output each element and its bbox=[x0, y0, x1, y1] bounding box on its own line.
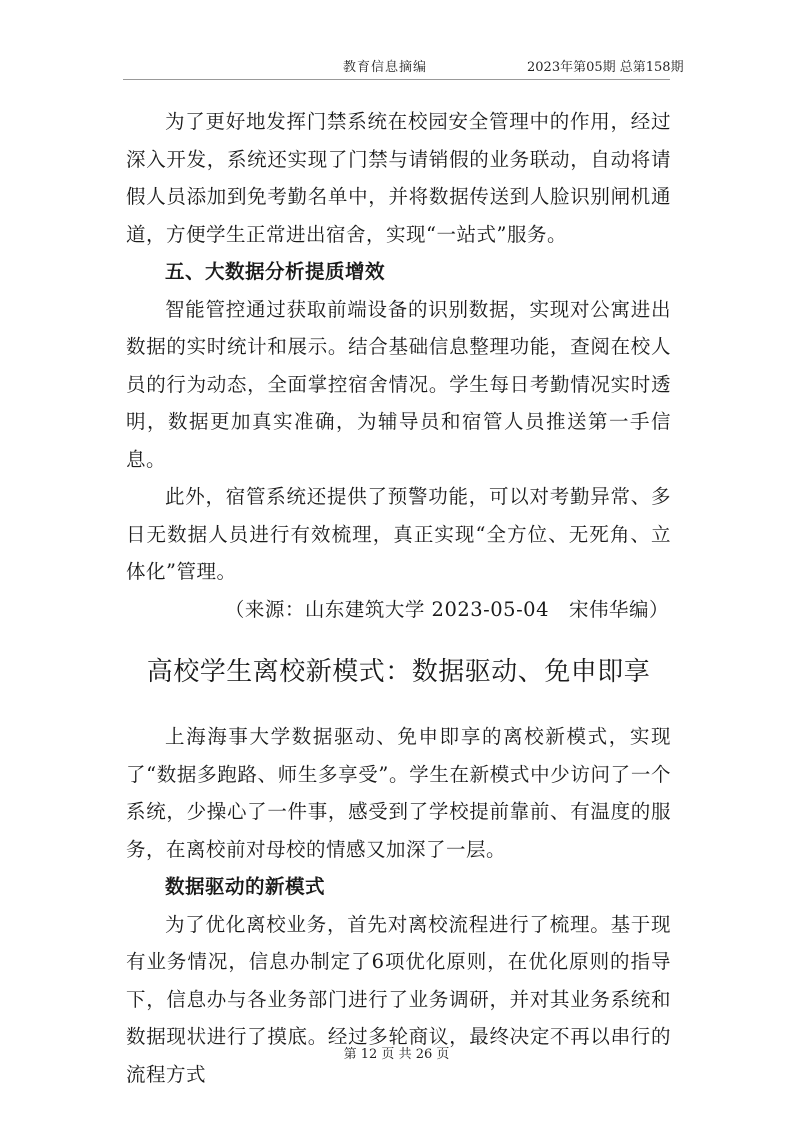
publication-name: 教育信息摘编 bbox=[343, 60, 428, 75]
subheading-data-driven: 数据驱动的新模式 bbox=[165, 875, 326, 898]
section-heading-big-data: 五、大数据分析提质增效 bbox=[165, 260, 386, 283]
page-footer: 第 12 页 共 26 页 bbox=[343, 1047, 450, 1062]
paragraph-article-intro: 上海海事大学数据驱动、免申即享的离校新模式，实现了“数据多跑路、师生多享受”。学生在新模式中少访问了一个系统，少操心了一件事，感受到了学校提前靠前、有温度的服务，在离校前对母校的情感又加深了一层。 bbox=[126, 725, 671, 861]
header-divider bbox=[123, 79, 670, 80]
paragraph-process-optimization: 为了优化离校业务，首先对离校流程进行了梳理。基于现有业务情况，信息办制定了6项优化原则，在优化原则的指导下，信息办与各业务部门进行了业务调研，并对其业务系统和数据现状进行了摸底。经过多轮商议，最终决定不再以串行的流程方式 bbox=[126, 912, 671, 1086]
page-header bbox=[0, 56, 793, 76]
source-citation: （来源：山东建筑大学 2023-05-04 宋伟华编） bbox=[224, 597, 669, 621]
paragraph-smart-control: 智能管控通过获取前端设备的识别数据，实现对公寓进出数据的实时统计和展示。结合基础信息整理功能，查阅在校人员的行为动态，全面掌控宿舍情况。学生每日考勤情况实时透明，数据更加真实准确，为辅导员和宿管人员推送第一手信息。 bbox=[126, 297, 671, 471]
document-body bbox=[126, 103, 671, 1093]
article-title: 高校学生离校新模式：数据驱动、免申即享 bbox=[146, 657, 651, 687]
issue-number: 2023年第05期 总第158期 bbox=[527, 60, 684, 75]
paragraph-access-control: 为了更好地发挥门禁系统在校园安全管理中的作用，经过深入开发，系统还实现了门禁与请销假的业务联动，自动将请假人员添加到免考勤名单中，并将数据传送到人脸识别闸机通道，方便学生正常进出宿舍，实现“一站式”服务。 bbox=[126, 110, 671, 246]
paragraph-warning-function: 此外，宿管系统还提供了预警功能，可以对考勤异常、多日无数据人员进行有效梳理，真正实现“全方位、无死角、立体化”管理。 bbox=[126, 485, 671, 583]
